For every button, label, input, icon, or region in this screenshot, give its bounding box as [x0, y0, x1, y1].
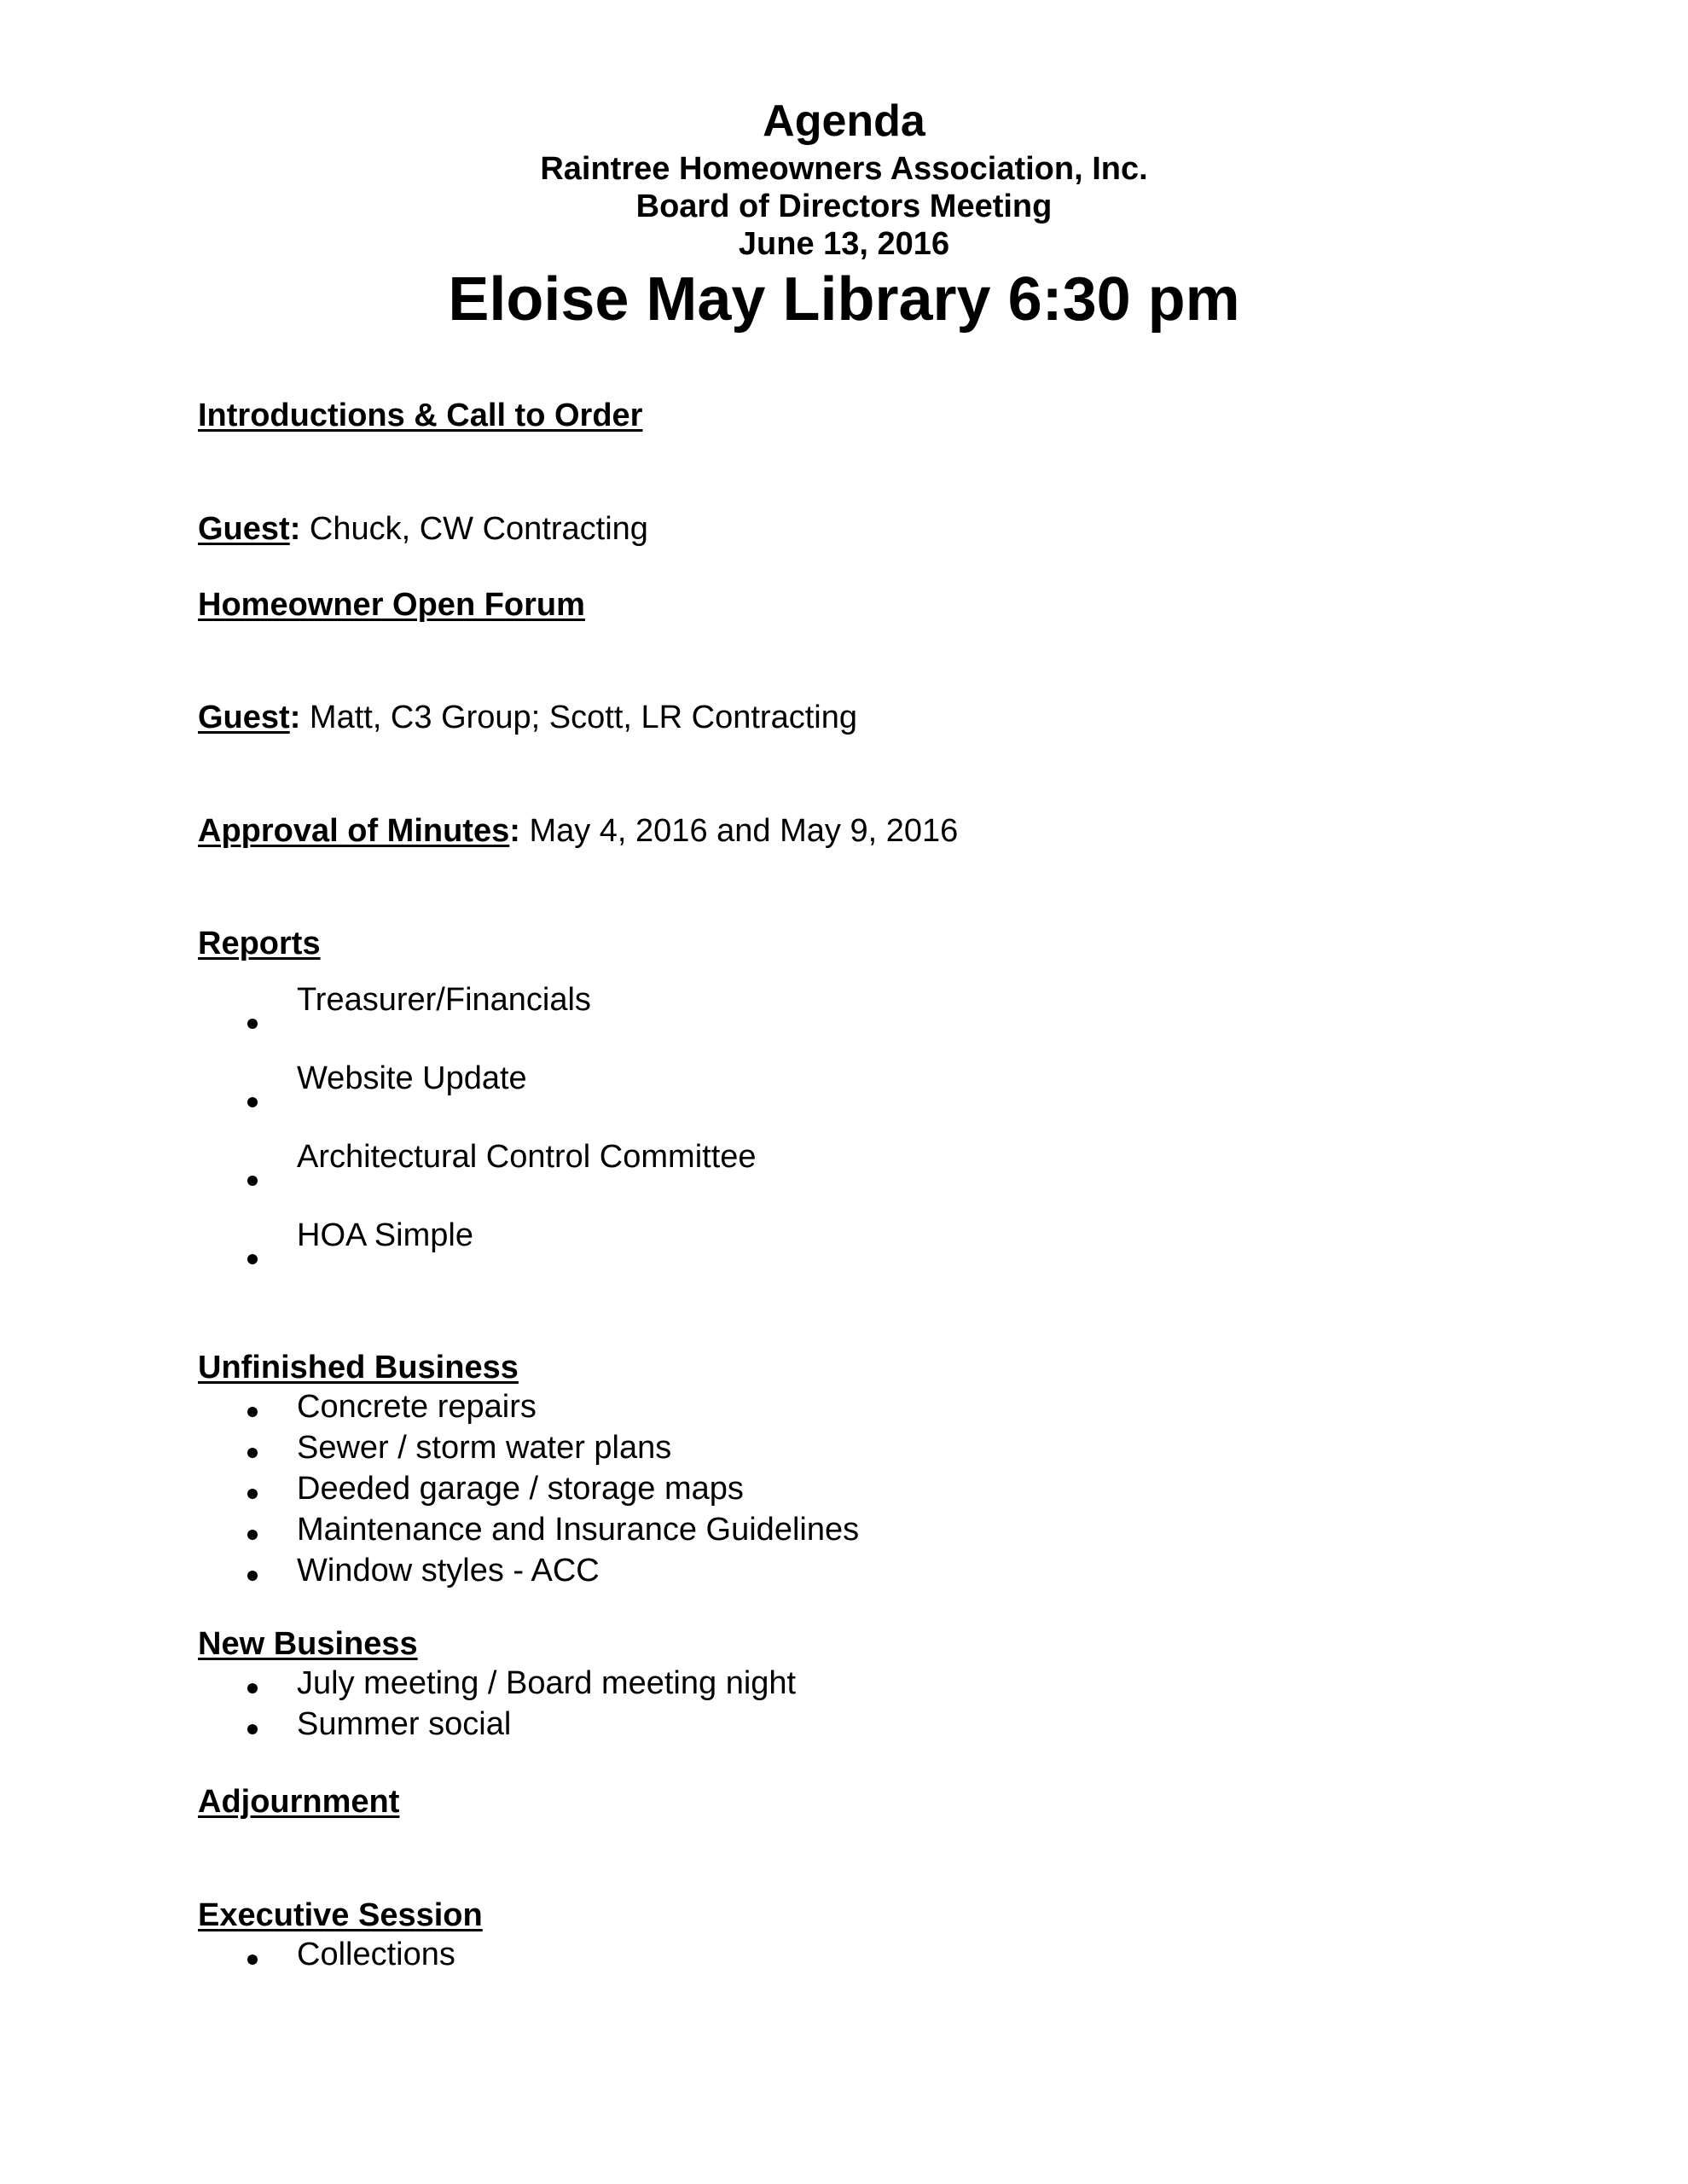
bullet-icon — [247, 1683, 258, 1693]
list-item-label: Sewer / storm water plans — [297, 1430, 672, 1466]
list-item-label: Architectural Control Committee — [297, 1139, 757, 1175]
list-item-label: Summer social — [297, 1706, 512, 1742]
minutes-detail: May 4, 2016 and May 9, 2016 — [519, 813, 959, 849]
unfinished-business-list — [198, 1391, 859, 1595]
unfinished-business-section — [198, 1350, 519, 1387]
reports-heading: Reports — [198, 926, 321, 961]
bullet-icon — [247, 1571, 258, 1581]
guest-colon-2: : — [289, 700, 301, 735]
meeting-date: June 13, 2016 — [738, 226, 950, 262]
list-item — [198, 1667, 796, 1708]
minutes-colon: : — [509, 813, 520, 849]
list-item — [198, 1938, 455, 1979]
adjournment-heading: Adjournment — [198, 1784, 400, 1820]
bullet-icon — [247, 1176, 258, 1186]
guest-detail-1: Chuck, CW Contracting — [300, 511, 648, 547]
list-item — [198, 1391, 859, 1432]
new-business-heading: New Business — [198, 1626, 418, 1662]
bullet-icon — [247, 1724, 258, 1734]
list-item — [198, 1062, 757, 1141]
guest-section-1 — [198, 511, 648, 549]
meeting-name: Board of Directors Meeting — [635, 189, 1053, 224]
executive-session-list — [198, 1938, 455, 1979]
organization-name: Raintree Homeowners Association, Inc. — [540, 151, 1148, 187]
page-title: Agenda — [763, 96, 925, 146]
minutes-heading: Approval of Minutes — [198, 813, 510, 849]
list-item — [198, 1219, 757, 1298]
open-forum-section — [198, 587, 585, 624]
introductions-heading: Introductions & Call to Order — [198, 398, 643, 433]
executive-session-section — [198, 1897, 483, 1935]
open-forum-heading: Homeowner Open Forum — [198, 587, 585, 623]
bullet-icon — [247, 1097, 258, 1107]
new-business-list — [198, 1667, 796, 1749]
list-item-label: Window styles - ACC — [297, 1553, 600, 1589]
list-item-label: Concrete repairs — [297, 1389, 537, 1425]
list-item — [198, 1141, 757, 1219]
introductions-section — [198, 398, 642, 435]
bullet-icon — [247, 1489, 258, 1499]
adjournment-section — [198, 1784, 399, 1821]
list-item-label: HOA Simple — [297, 1217, 473, 1253]
bullet-icon — [247, 1448, 258, 1458]
unfinished-business-heading: Unfinished Business — [198, 1350, 519, 1385]
list-item-label: Website Update — [297, 1060, 527, 1096]
list-item-label: Collections — [297, 1937, 455, 1972]
list-item-label: Deeded garage / storage maps — [297, 1471, 744, 1507]
list-item — [198, 1554, 859, 1595]
bullet-icon — [247, 1254, 258, 1264]
guest-heading-2: Guest — [198, 700, 290, 735]
list-item — [198, 1708, 796, 1749]
reports-section — [198, 926, 321, 963]
guest-colon-1: : — [289, 511, 301, 547]
new-business-section — [198, 1626, 418, 1664]
list-item-label: July meeting / Board meeting night — [297, 1665, 797, 1701]
bullet-icon — [247, 1955, 258, 1965]
bullet-icon — [247, 1530, 258, 1540]
bullet-icon — [247, 1407, 258, 1417]
minutes-section — [198, 813, 958, 851]
reports-list — [198, 984, 757, 1298]
guest-section-2 — [198, 700, 857, 737]
bullet-icon — [247, 1019, 258, 1029]
list-item — [198, 1432, 859, 1472]
meeting-venue: Eloise May Library 6:30 pm — [448, 265, 1240, 334]
executive-session-heading: Executive Session — [198, 1897, 483, 1933]
list-item-label: Treasurer/Financials — [297, 982, 591, 1018]
guest-detail-2: Matt, C3 Group; Scott, LR Contracting — [300, 700, 857, 735]
guest-heading-1: Guest — [198, 511, 290, 547]
list-item-label: Maintenance and Insurance Guidelines — [297, 1512, 860, 1548]
list-item — [198, 1513, 859, 1554]
list-item — [198, 1472, 859, 1513]
list-item — [198, 984, 757, 1062]
